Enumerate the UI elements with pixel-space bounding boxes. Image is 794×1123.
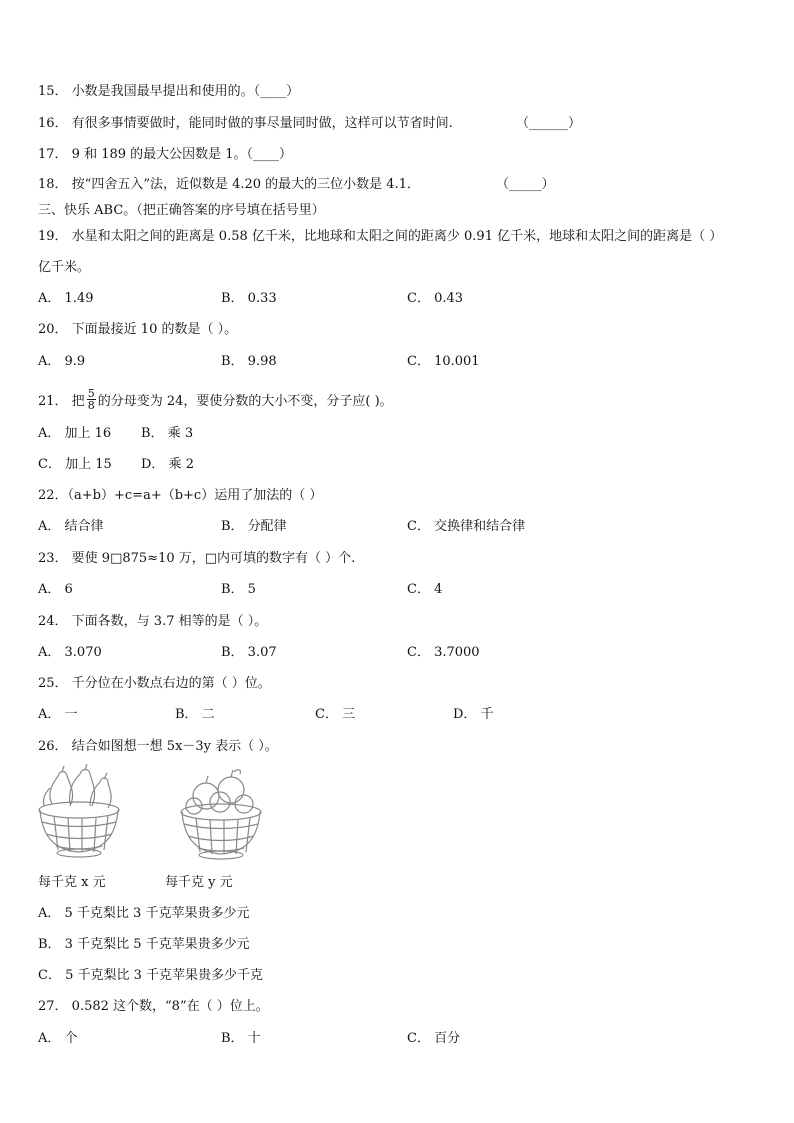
option-b[interactable]: B． 二 [175, 707, 215, 722]
option-a[interactable]: A． 9.9 [38, 354, 86, 369]
question-23: 23． 要使 9□875≈10 万，□内可填的数字有（ ）个. [38, 551, 356, 566]
option-b[interactable]: B． 3.07 [221, 645, 277, 660]
question-15: 15． 小数是我国最早提出和使用的。（____） [38, 84, 300, 99]
option-a[interactable]: A． 1.49 [38, 291, 94, 306]
fraction-numerator: 5 [87, 387, 95, 400]
section-3-heading: 三、快乐 ABC。（把正确答案的序号填在括号里） [38, 203, 325, 218]
option-c[interactable]: C． 3.7000 [407, 645, 480, 660]
option-c[interactable]: C． 三 [315, 707, 356, 722]
question-18 [38, 177, 555, 193]
option-a[interactable]: A． 5 千克梨比 3 千克苹果贵多少元 [38, 906, 250, 921]
option-a[interactable]: A． 加上 16 [38, 426, 112, 441]
pear-price-caption: 每千克 x 元 [38, 875, 106, 890]
question-16-blank: （______） [516, 116, 582, 131]
fraction-5-8 [87, 388, 96, 411]
option-c[interactable]: C． 10.001 [407, 354, 480, 369]
question-26: 26． 结合如图想一想 5x－3y 表示（ ）。 [38, 739, 278, 754]
option-a[interactable]: A． 个 [38, 1031, 78, 1046]
question-21-prefix: 21． 把 [38, 394, 85, 409]
question-21 [38, 387, 393, 414]
question-25: 25． 千分位在小数点右边的第（ ）位。 [38, 676, 271, 691]
question-24: 24． 下面各数，与 3.7 相等的是（ ）。 [38, 614, 268, 629]
question-21-suffix: 的分母变为 24，要使分数的大小不变，分子应( )。 [97, 394, 393, 409]
option-b[interactable]: B． 分配律 [221, 519, 287, 534]
option-c[interactable]: C． 4 [407, 582, 443, 597]
option-b[interactable]: B． 3 千克梨比 5 千克苹果贵多少元 [38, 937, 250, 952]
question-22: 22．（a+b）+c=a+（b+c）运用了加法的（ ） [38, 488, 323, 503]
option-a[interactable]: A． 3.070 [38, 645, 102, 660]
question-19-line-1: 19． 水星和太阳之间的距离是 0.58 亿千米，比地球和太阳之间的距离少 0.91 亿千米，地球和太阳之间的距离是（ ） [38, 229, 723, 244]
apple-price-caption: 每千克 y 元 [165, 875, 233, 890]
option-a[interactable]: A． 6 [38, 582, 73, 597]
question-18-text: 18． 按“四舍五入”法，近似数是 4.20 的最大的三位小数是 4.1． [38, 177, 420, 192]
question-17: 17． 9 和 189 的最大公因数是 1。（____） [38, 147, 293, 162]
option-b[interactable]: B． 9.98 [221, 354, 277, 369]
option-d[interactable]: D． 乘 2 [141, 457, 194, 472]
option-a[interactable]: A． 一 [38, 707, 78, 722]
question-27: 27． 0.582 这个数，“8”在（ ）位上。 [38, 999, 269, 1014]
question-16-text: 16． 有很多事情要做时，能同时做的事尽量同时做，这样可以节省时间. [38, 116, 453, 131]
option-a[interactable]: A． 结合律 [38, 519, 104, 534]
question-16 [38, 116, 582, 132]
option-c[interactable]: C． 交换律和结合律 [407, 519, 526, 534]
question-19-line-2: 亿千米。 [38, 260, 91, 275]
question-18-blank: （_____） [496, 177, 555, 192]
apple-basket-illustration [176, 764, 266, 864]
option-b[interactable]: B． 0.33 [221, 291, 277, 306]
option-d[interactable]: D． 千 [453, 707, 494, 722]
fraction-denominator: 8 [87, 399, 95, 412]
option-c[interactable]: C． 百分 [407, 1031, 461, 1046]
question-20: 20． 下面最接近 10 的数是（ ）。 [38, 322, 238, 337]
option-c[interactable]: C． 加上 15 [38, 457, 112, 472]
option-c[interactable]: C． 0.43 [407, 291, 464, 306]
pear-basket-illustration [34, 764, 124, 864]
option-b[interactable]: B． 乘 3 [141, 426, 194, 441]
option-b[interactable]: B． 十 [221, 1031, 261, 1046]
option-b[interactable]: B． 5 [221, 582, 256, 597]
option-c[interactable]: C． 5 千克梨比 3 千克苹果贵多少千克 [38, 968, 264, 983]
